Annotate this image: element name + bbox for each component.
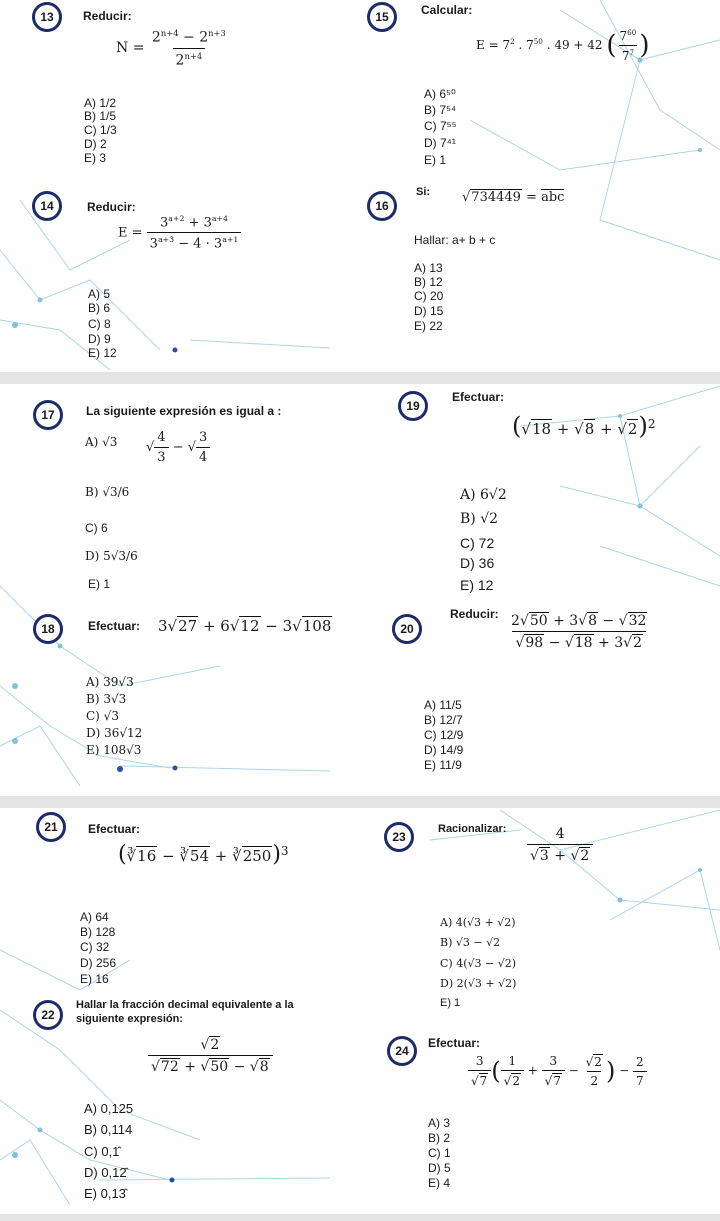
problem-18-option-a[interactable]: A) 39√3 <box>86 675 134 689</box>
problem-14-option-b[interactable]: B) 6 <box>88 301 111 315</box>
problem-17-option-b[interactable]: B) √3/6 <box>85 485 130 499</box>
problem-20-formula: $\frac{2√50 + 3√8 - √32}{√98 - √18 + 3√2}$ <box>511 613 647 651</box>
problem-19-label: Efectuar: <box>452 390 505 404</box>
problem-20-option-d[interactable]: D) 14/9 <box>424 743 464 757</box>
problem-16-option-a[interactable]: A) 13 <box>414 261 443 275</box>
problem-24-option-d[interactable]: D) 5 <box>428 1161 451 1175</box>
problem-22-option-c[interactable]: C) 0,1̂ <box>84 1144 120 1159</box>
problem-19-option-d[interactable]: D) 36 <box>460 555 495 571</box>
problem-18-number: 18 <box>33 614 63 644</box>
problem-22-label-line2: siguiente expresión: <box>76 1013 183 1025</box>
problem-21-option-c[interactable]: C) 32 <box>80 940 110 954</box>
problem-19-option-c[interactable]: C) 72 <box>460 535 495 551</box>
problem-17-number: 17 <box>33 400 63 430</box>
problem-22-option-d[interactable]: D) 0,12̂ <box>84 1165 127 1180</box>
problem-17-option-c[interactable]: C) 6 <box>85 521 108 535</box>
problem-16-hallar: Hallar: a+ b + c <box>414 233 496 247</box>
problem-16-option-b[interactable]: B) 12 <box>414 275 443 289</box>
problem-20-option-e[interactable]: E) 11/9 <box>424 758 462 772</box>
problem-18-formula: 3√27 + 6√12 − 3√108 <box>158 617 332 635</box>
problem-14-option-e[interactable]: E) 12 <box>88 346 117 360</box>
problem-14-formula: E = $\frac{3^{a+2} + 3^{a+4}}{3^{a+3} - 4 \cdot 3^{a+1}}$ <box>118 214 241 252</box>
problem-20-label: Reducir: <box>450 607 499 621</box>
problem-24-label: Efectuar: <box>428 1036 481 1050</box>
panel-3 <box>0 810 720 1214</box>
problem-24-option-c[interactable]: C) 1 <box>428 1146 451 1160</box>
problem-13-option-d[interactable]: D) 2 <box>84 137 107 151</box>
problem-15-option-a[interactable]: A) 6⁵⁰ <box>424 87 456 101</box>
problem-16-option-d[interactable]: D) 15 <box>414 304 444 318</box>
problem-22-option-b[interactable]: B) 0,114 <box>84 1122 133 1137</box>
problem-14-number: 14 <box>32 191 62 221</box>
problem-13-option-e[interactable]: E) 3 <box>84 151 107 165</box>
problem-23-formula: $\frac{4}{√3 + √2}$ <box>527 826 593 864</box>
problem-16-formula: √734449 = abc <box>462 190 565 205</box>
problem-18-option-d[interactable]: D) 36√12 <box>86 726 143 740</box>
problem-17-option-a[interactable]: A) √3 <box>85 435 118 449</box>
problem-23-option-b[interactable]: B) √3 − √2 <box>440 936 501 949</box>
problem-15-number: 15 <box>367 2 397 32</box>
problem-22-number: 22 <box>33 1000 63 1030</box>
problem-23-option-e[interactable]: E) 1 <box>440 997 461 1009</box>
problem-19-option-a[interactable]: A) 6√2 <box>460 487 507 503</box>
problem-17-option-d[interactable]: D) 5√3/6 <box>85 549 138 563</box>
problem-14-option-d[interactable]: D) 9 <box>88 332 111 346</box>
problem-15-option-c[interactable]: C) 7⁵⁵ <box>424 119 457 133</box>
problem-20-number: 20 <box>392 614 422 644</box>
problem-13-option-c[interactable]: C) 1/3 <box>84 123 117 137</box>
problem-16-option-c[interactable]: C) 20 <box>414 289 444 303</box>
problem-22-option-a[interactable]: A) 0,125 <box>84 1101 134 1116</box>
problem-18-option-c[interactable]: C) √3 <box>86 709 119 723</box>
problem-13-option-b[interactable]: B) 1/5 <box>84 109 117 123</box>
problem-19-number: 19 <box>398 391 428 421</box>
problem-16-number: 16 <box>367 191 397 221</box>
problem-21-option-b[interactable]: B) 128 <box>80 925 116 939</box>
problem-15-label: Calcular: <box>421 3 473 17</box>
problem-17-label: La siguiente expresión es igual a : <box>86 404 282 418</box>
panel-2 <box>0 386 720 794</box>
problem-15-formula: $E = 7^2$ . $7^{50}$ . 49 + 42 ( $\frac{7^{60}}{7^7}$ ) <box>476 28 650 63</box>
problem-21-number: 21 <box>36 812 66 842</box>
problem-21-formula: (∛16 − ∛54 + ∛250)$^3$ <box>118 842 289 867</box>
problem-17-formula: √ $\frac{4}{3}$ − √ $\frac{3}{4}$ <box>146 430 210 465</box>
problem-14-label: Reducir: <box>87 200 136 214</box>
problem-24-option-e[interactable]: E) 4 <box>428 1176 451 1190</box>
problem-23-number: 23 <box>384 822 414 852</box>
problem-15-option-b[interactable]: B) 7⁵⁴ <box>424 103 457 117</box>
problem-13-number: 13 <box>32 2 62 32</box>
panel-1 <box>0 0 720 370</box>
problem-15-option-d[interactable]: D) 7⁴¹ <box>424 136 456 150</box>
problem-24-formula: $\frac{3}{√7}$ ( $\frac{1}{√2}$ + $\frac{3}{√7}$ − $\frac{√2}{2}$ ) − $\frac{2}{7}$ <box>468 1054 647 1088</box>
problem-14-option-a[interactable]: A) 5 <box>88 287 111 301</box>
problem-18-label: Efectuar: <box>88 619 141 633</box>
section-divider <box>0 796 720 808</box>
problem-23-option-a[interactable]: A) 4(√3 + √2) <box>440 916 516 929</box>
problem-21-option-a[interactable]: A) 64 <box>80 910 109 924</box>
problem-16-option-e[interactable]: E) 22 <box>414 319 443 333</box>
problem-16-label: Si: <box>416 186 431 198</box>
problem-13-label: Reducir: <box>83 9 132 23</box>
problem-22-formula: $\frac{√2}{√72 + √50 - √8}$ <box>148 1036 273 1075</box>
problem-19-option-e[interactable]: E) 12 <box>460 577 494 593</box>
problem-24-number: 24 <box>387 1036 417 1066</box>
problem-23-option-c[interactable]: C) 4(√3 − √2) <box>440 957 517 970</box>
problem-24-option-a[interactable]: A) 3 <box>428 1116 451 1130</box>
problem-21-label: Efectuar: <box>88 822 141 836</box>
problem-13-formula: N = $\frac{2^{n+4} - 2^{n+3}}{2^{n+4}}$ <box>116 28 226 69</box>
problem-24-option-b[interactable]: B) 2 <box>428 1131 451 1145</box>
problem-22-label-line1: Hallar la fracción decimal equivalente a la <box>76 999 294 1011</box>
problem-15-option-e[interactable]: E) 1 <box>424 153 447 167</box>
problem-14-option-c[interactable]: C) 8 <box>88 317 111 331</box>
problem-22-option-e[interactable]: E) 0,13̂ <box>84 1186 126 1201</box>
problem-23-option-d[interactable]: D) 2(√3 + √2) <box>440 977 517 990</box>
problem-13-option-a[interactable]: A) 1/2 <box>84 96 117 110</box>
problem-20-option-b[interactable]: B) 12/7 <box>424 713 463 727</box>
problem-21-option-e[interactable]: E) 16 <box>80 972 109 986</box>
problem-21-option-d[interactable]: D) 256 <box>80 956 117 970</box>
problem-19-formula: $(√18 + √8 + √2)^2$ <box>512 412 656 440</box>
formula-text-strip: 2n+4 − 2n+3 2n+4 E = 7² . 7⁵⁰ . 49 + 42 (7⁶⁰ / 7⁷) 3a+2 + 3a+4 3a+3 − 4 · 3a+1 √734449 = abc √(4/3) − √(3/4) (√18 + √8 + √2)² 3√27 + 6√12 − 3√108 2√50 + 3√8 − √32 √98 − √18 + 3√2 (∛16 − ∛54 + ∛250)³ √3 + √2 √2 √72 + √50 − √8 (3/√7)(1/√2 + 3/√7 − √2/2) − 2/7 <box>0 1214 720 1221</box>
section-divider <box>0 372 720 384</box>
problem-23-label: Racionalizar: <box>438 823 507 835</box>
problem-18-option-b[interactable]: B) 3√3 <box>86 692 127 706</box>
problem-20-option-a[interactable]: A) 11/5 <box>424 698 462 712</box>
problem-17-option-e[interactable]: E) 1 <box>88 577 111 591</box>
problem-19-option-b[interactable]: B) √2 <box>460 511 499 527</box>
problem-18-option-e[interactable]: E) 108√3 <box>86 743 142 757</box>
problem-20-option-c[interactable]: C) 12/9 <box>424 728 464 742</box>
